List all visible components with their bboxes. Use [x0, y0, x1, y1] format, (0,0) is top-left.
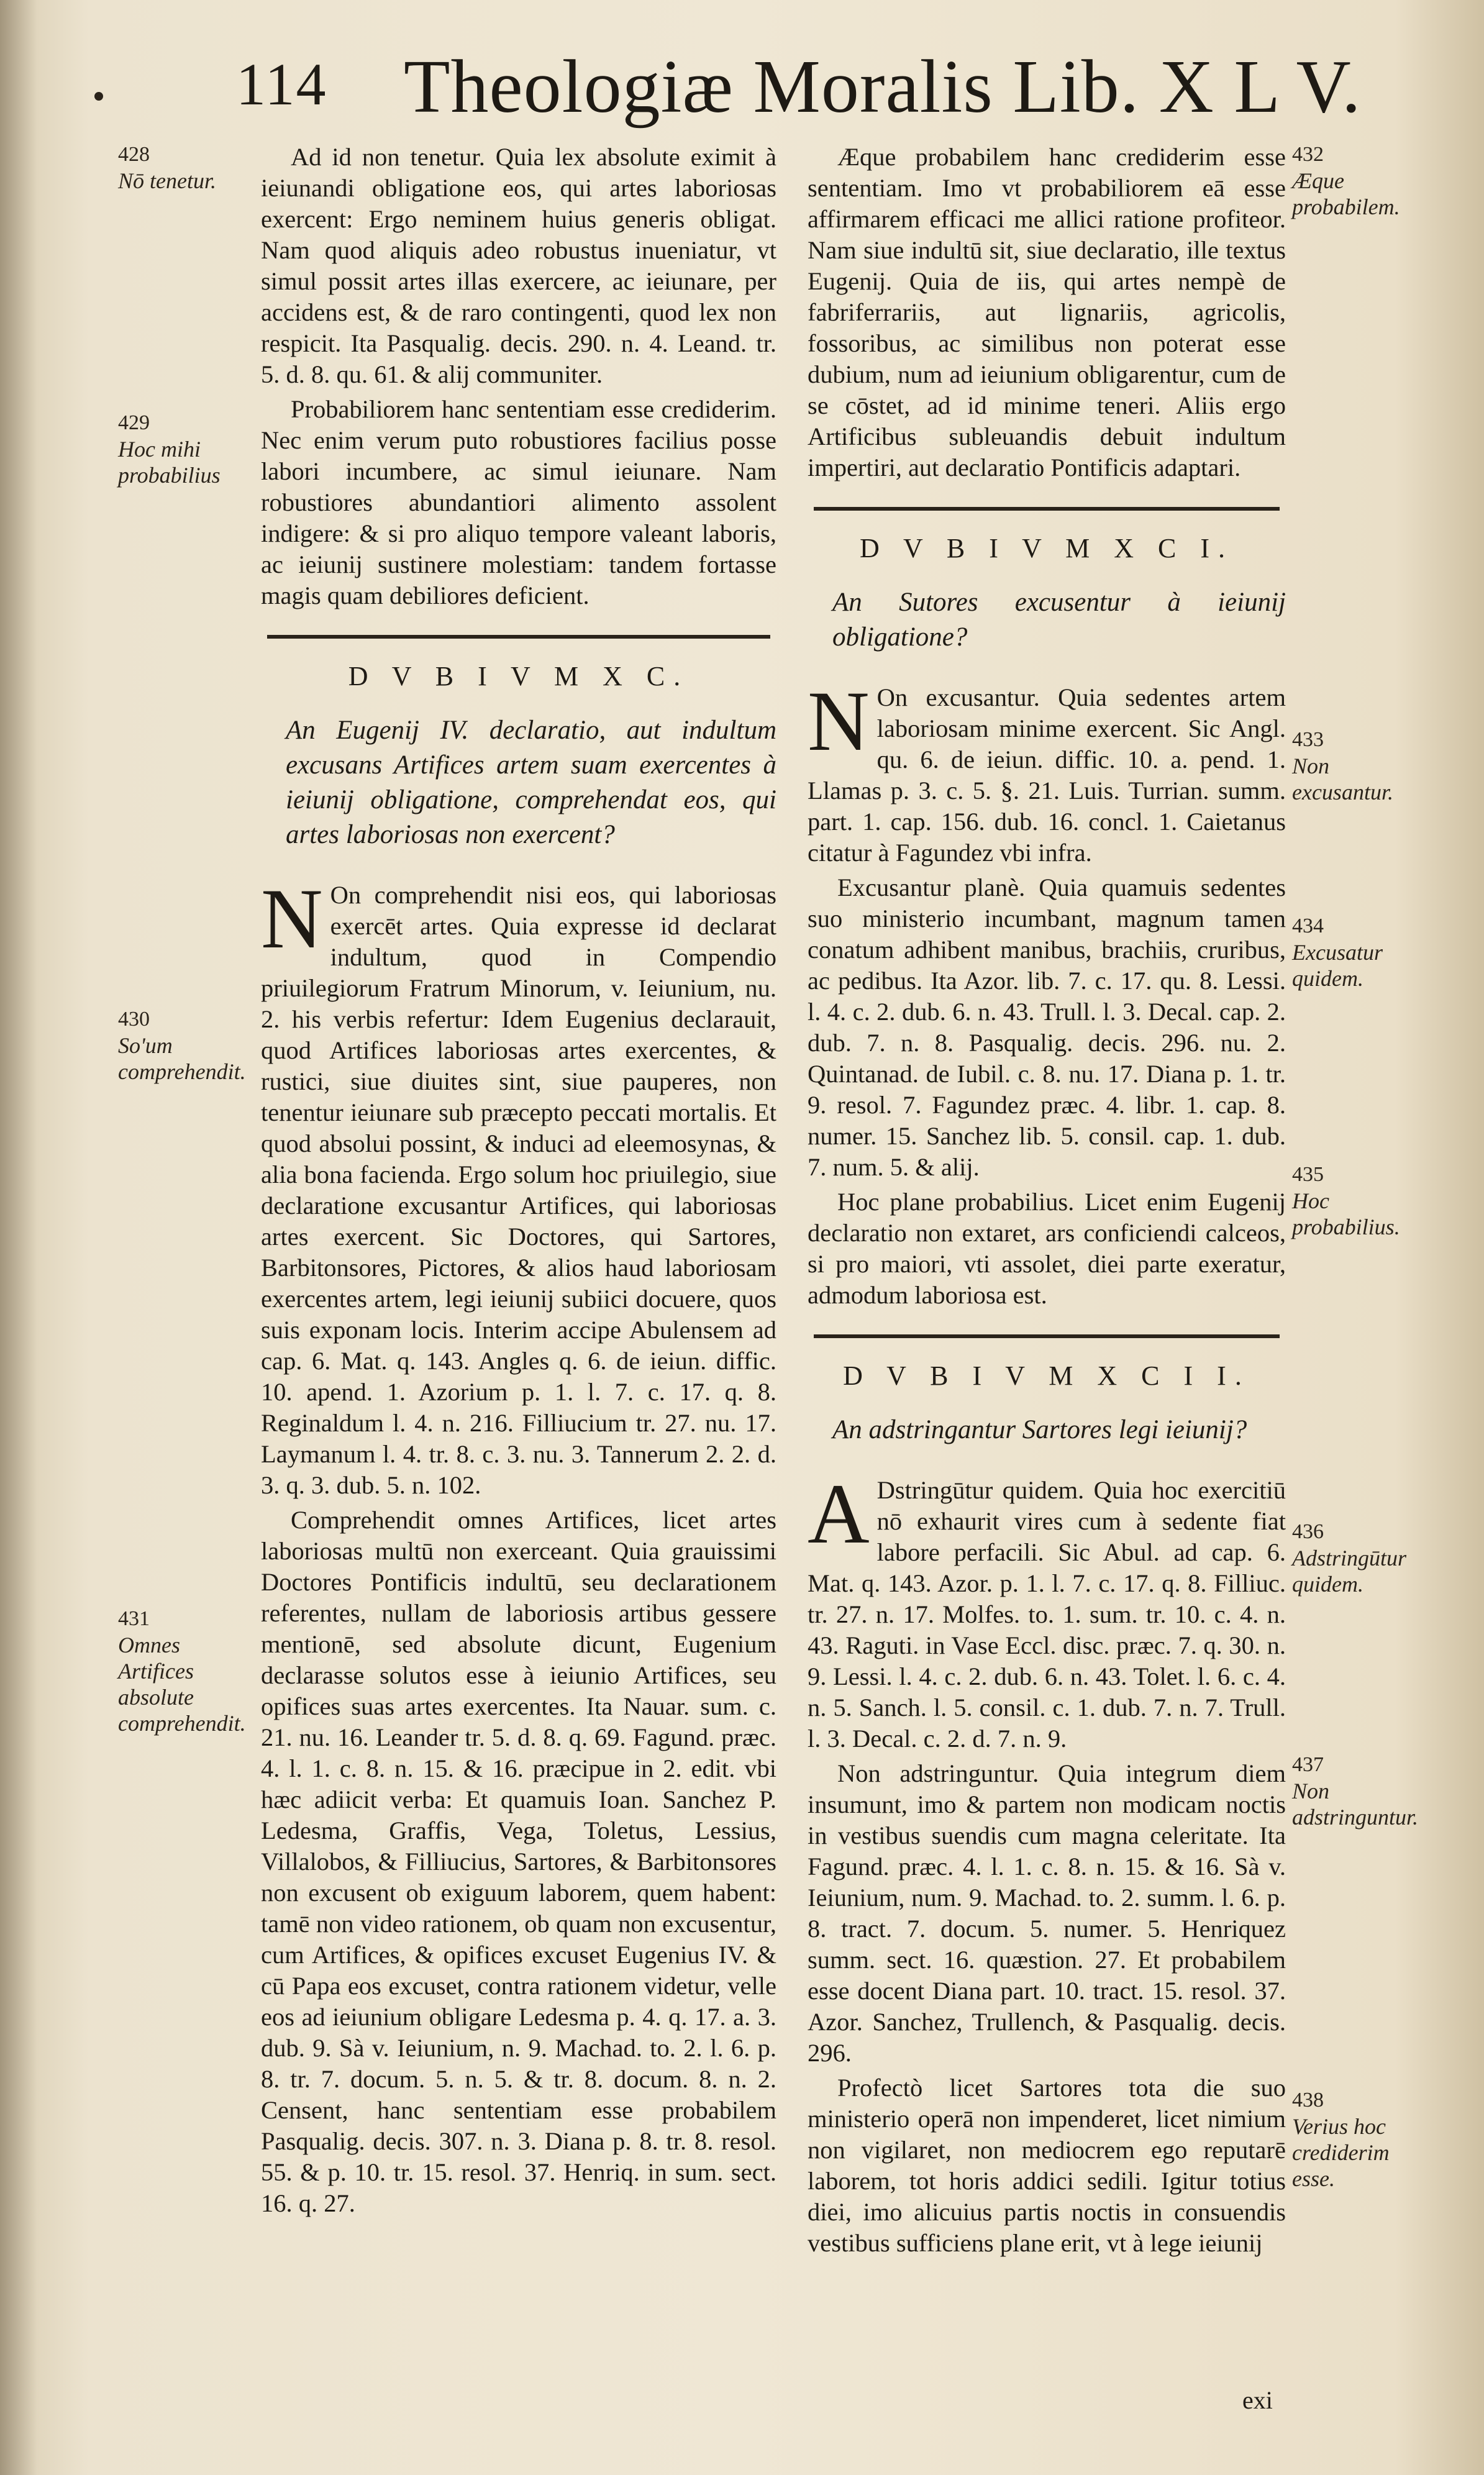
margin-text: Excusatur quidem.: [1292, 940, 1383, 991]
margin-number: 437: [1292, 1753, 1324, 1776]
margin-note-431: [118, 1606, 252, 1736]
page-header: [236, 43, 1367, 130]
margin-text: Nō tenetur.: [118, 168, 216, 193]
margin-note-429: [118, 410, 252, 488]
margin-note-433: [1292, 727, 1429, 805]
dubium-91-question: An Sutores excusentur à ieiunij obligatione?: [832, 588, 1286, 652]
paragraph-430-text: On comprehendit nisi eos, qui laboriosas exercēt artes. Quia expresse id declarat indultum, quod in Compendio priuilegiorum Fratrum Minorum, v. Ieiunium, nu. 2. his verbis refertur: Idem Eugenius declarauit, quod Artifices laboriosas artes exercentes, & rustici, siue diuites sint, siue pauperes, non tenentur ieiunare sub præcepto peccati mortalis. Et quod absolui possint, & induci ad eleemosynas, & alia bona facienda. Ergo solum hoc priuilegio, siue declaratione excusantur Artifices, qui laboriosas artes exercent. Sic Doctores, qui Sartores, Barbitonsores, Pictores, & alios haud laboriosam exercentes artem, legi ieiunij subiici docuere, quos suis exponam locis. Interim accipe Abulensem ad cap. 6. Mat. q. 143. Angles q. 6. de ieiun. diffic. 10. apend. 1. Azorium p. 1. l. 7. c. 17. q. 8. Reginaldum l. 4. n. 216. Filliucium tr. 27. nu. 17. Laymanum l. 4. tr. 8. c. 3. nu. 3. Tannerum 2. 2. d. 3. q. 3. dub. 5. n. 102.: [261, 881, 776, 1499]
paragraph-434: Excusantur planè. Quia quamuis sedentes suo ministerio incumbant, magnum tamen conatum adhibent manibus, brachiis, cruribus, ac pedibus. Ita Azor. lib. 7. c. 17. qu. 8. Lessi. l. 4. c. 2. dub. 6. n. 43. Trull. l. 3. Decal. cap. 2. dub. 7. n. 8. Pasqualig. decis. 296. nu. 2. Quintanad. de Iubil. c. 8. nu. 17. Diana p. 1. tr. 9. resol. 7. Fagundez præc. 4. libr. 1. cap. 8. numer. 15. Sanchez lib. 5. consil. cap. 1. dub. 7. num. 5. & alij.: [808, 873, 1286, 1181]
margin-number: 428: [118, 143, 150, 166]
paragraph-438: Profectò licet Sartores tota die suo ministerio operā non impenderet, licet nimium non vigilaret, non mediocrem ego reputarē laborem, tot horis addici sedili. Igitur totius diei, imo alicuius partis noctis in consuendis vestibus sufficiens plane erit, vt à lege ieiunij: [808, 2074, 1286, 2257]
right-column: [808, 142, 1286, 2263]
paragraph-432: Æque probabilem hanc crediderim esse sententiam. Imo vt probabiliorem eā esse affirmarem efficaci me allici ratione profiteor. Nam siue indultū sit, siue declaratio, ille textus Eugenij. Quia de iis, qui artes nempè de fabriferrariis, aut lignariis, agricolis, fossoribus, ac similibus non poterat esse dubium, num ad ieiunium obligarentur, cum de se cōstet, ad id minime teneri. Aliis ergo Artificibus subleuandis debuit indultum impertiri, aut declaratio Pontificis adaptari.: [808, 143, 1286, 481]
paragraph-430: [261, 871, 776, 1501]
margin-note-438: [1292, 2087, 1429, 2192]
margin-number: 436: [1292, 1520, 1324, 1543]
margin-note-432: [1292, 142, 1429, 220]
margin-note-430: [118, 1006, 252, 1085]
running-head: Theologiæ Moralis Lib. X L V.: [404, 45, 1362, 129]
paragraph-429: Probabiliorem hanc sententiam esse crediderim. Nec enim verum puto robustiores facilius posse labori incumbere, ac simul ieiunare. Nam robustiores abundantiori alimento assolent indigere: & si pro aliquo tempore valeant laboris, ac ieiunij sustinere molestiam: tandem fortasse magis quam debiliores deficient.: [261, 395, 776, 609]
paragraph-436: [808, 1466, 1286, 1754]
catchword: exi: [1242, 2386, 1273, 2414]
margin-number: 435: [1292, 1163, 1324, 1186]
margin-number: 434: [1292, 914, 1324, 937]
margin-text: Omnes Artifices absolute comprehendit.: [118, 1633, 246, 1736]
dubium-91-title: D V B I V M X C I.: [859, 533, 1234, 563]
margin-text: Hoc probabilius.: [1292, 1188, 1400, 1239]
paragraph-433-text: On excusantur. Quia sedentes artem laboriosam minime exercent. Sic Angl. qu. 6. de ieiun. diffic. 10. a. pend. 1. Llamas p. 3. c. 5. §. 21. Luis. Turrian. summ. part. 1. cap. 156. dub. 16. concl. 1. Caietanus citatur à Fagundez vbi infra.: [808, 683, 1286, 867]
margin-note-435: [1292, 1162, 1429, 1240]
ink-fleck: [94, 92, 103, 101]
margin-number: 432: [1292, 143, 1324, 166]
section-rule: [814, 507, 1280, 511]
left-column: [261, 142, 776, 2223]
margin-text: Hoc mihi probabilius: [118, 437, 221, 488]
drop-cap: N: [261, 871, 323, 966]
paragraph-436-text: Dstringūtur quidem. Quia hoc exercitiū nō exhaurit vires cum à sedente fiat labore perfacili. Sic Abul. ad cap. 6. Mat. q. 143. Azor. p. 1. l. 7. c. 17. q. 8. Filliuc. tr. 27. n. 17. Molfes. to. 1. sum. tr. 10. c. 4. n. 43. Raguti. in Vase Eccl. disc. præc. 7. q. 30. n. 9. Lessi. l. 4. c. 2. dub. 6. n. 43. Tolet. l. 6. c. 4. n. 5. Sanch. l. 5. consil. c. 1. dub. 7. n. 7. Trull. l. 3. Decal. c. 2. d. 7. n. 9.: [808, 1476, 1286, 1753]
paragraph-428: Ad id non tenetur. Quia lex absolute eximit à ieiunandi obligatione eos, qui artes laboriosas exercent: Ergo neminem huius generis obligat. Nam quod aliquis adeo robustus inueniatur, vt simul possit artes illas exercere, ac ieiunare, per accidens est, & de raro contingenti, quod lex non respicit. Ita Pasqualig. decis. 290. n. 4. Leand. tr. 5. d. 8. qu. 61. & alij communiter.: [261, 143, 776, 388]
drop-cap: N: [808, 673, 870, 768]
paragraph-435: Hoc plane probabilius. Licet enim Eugenij declaratio non extaret, ars conficiendi calceos, si pro maiori, vti assolet, diei parte exeratur, admodum laboriosa est.: [808, 1188, 1286, 1309]
dubium-90-title: D V B I V M X C.: [348, 661, 690, 691]
drop-cap: A: [808, 1466, 870, 1561]
dubium-90-question: An Eugenij IV. declaratio, aut indultum excusans Artifices artem suam exercentes à ieiunij obligatione, comprehendat eos, qui artes laboriosas non exercent?: [286, 716, 776, 849]
margin-number: 429: [118, 411, 150, 434]
margin-note-437: [1292, 1752, 1429, 1830]
margin-text: Non excusantur.: [1292, 754, 1393, 804]
margin-note-434: [1292, 913, 1429, 991]
paragraph-433: [808, 673, 1286, 868]
gutter-shadow: [0, 0, 37, 2475]
margin-note-428: [118, 142, 252, 194]
margin-number: 433: [1292, 728, 1324, 751]
margin-text: So'um comprehendit.: [118, 1033, 246, 1084]
section-rule: [814, 1334, 1280, 1338]
section-rule: [267, 635, 770, 639]
margin-text: Æque probabilem.: [1292, 168, 1400, 219]
margin-text: Adstringūtur quidem.: [1292, 1546, 1407, 1597]
paragraph-437: Non adstringuntur. Quia integrum diem insumunt, imo & partem non modicam noctis in vestibus suendis cum magna celeritate. Ita Fagund. præc. 4. l. 1. c. 8. n. 15. & 16. Sà v. Ieiunium, num. 9. Machad. to. 2. summ. l. 6. p. 8. tract. 7. docum. 5. numer. 5. Henriquez summ. sect. 16. quæstion. 27. Et probabilem esse docent Diana part. 10. tract. 15. resol. 37. Azor. Sanchez, Trullench, & Pasqualig. decis. 296.: [808, 1759, 1286, 2067]
margin-number: 431: [118, 1607, 150, 1630]
dubium-92-question: An adstringantur Sartores legi ieiunij?: [832, 1415, 1247, 1444]
margin-text: Verius hoc crediderim esse.: [1292, 2114, 1390, 2191]
margin-note-436: [1292, 1519, 1429, 1597]
page-number: 114: [236, 51, 327, 117]
margin-number: 430: [118, 1008, 150, 1031]
margin-text: Non adstringuntur.: [1292, 1779, 1419, 1830]
margin-number: 438: [1292, 2089, 1324, 2112]
paragraph-431: Comprehendit omnes Artifices, licet artes laboriosas multū non exerceant. Quia grauissimi Doctores Pontificis indultū, seu declarationem referentes, nullam de laboriosis artibus gessere mentionē, sed absolute dicunt, Eugenium declarasse solutos esse à ieiunio Artifices, seu opifices suas artes exercentes. Ita Nauar. sum. c. 21. nu. 16. Leander tr. 5. d. 8. q. 69. Fagund. præc. 4. l. 1. c. 8. n. 15. & 16. præcipue in 2. edit. vbi hæc adiicit verba: Et quamuis Ioan. Sanchez P. Ledesma, Graffis, Vega, Toletus, Lessius, Villalobos, & Filliucius, Sartores, & Barbitonsores non excusent ob exiguum laborem, quem habent: tamē non video rationem, ob quam non excusentur, cum Artifices, & opifices excuset Eugenius IV. & cū Papa eos excuset, contra rationem videtur, velle eos ad ieiunium obligare Ledesma p. 4. q. 17. a. 3. dub. 9. Sà v. Ieiunium, n. 9. Machad. to. 2. l. 6. p. 8. tr. 7. docum. 5. n. 5. & tr. 8. docum. 8. n. 2. Censent, hanc sententiam esse probabilem Pasqualig. decis. 307. n. 3. Diana p. 8. tr. 8. resol. 55. & p. 10. tr. 15. resol. 37. Henriq. in sum. sect. 16. q. 27.: [261, 1506, 776, 2217]
dubium-92-title: D V B I V M X C I I.: [843, 1361, 1250, 1391]
